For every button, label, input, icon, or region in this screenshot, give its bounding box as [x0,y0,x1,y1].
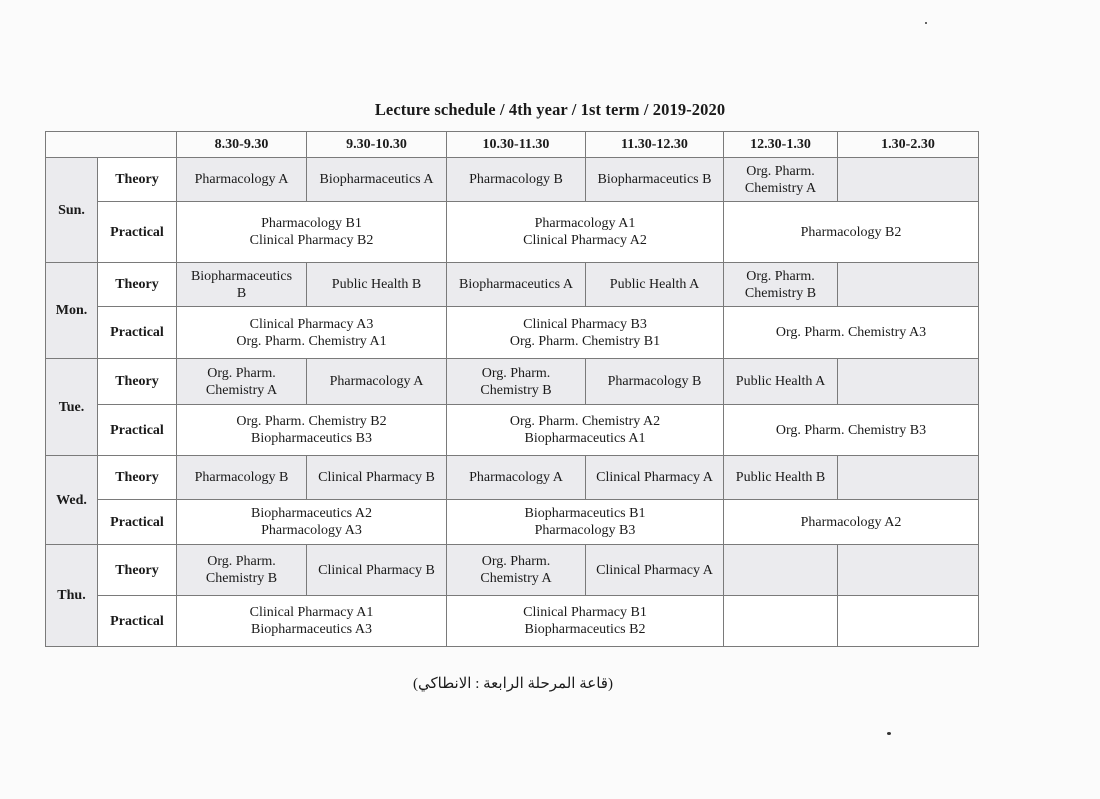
time-header: 10.30-11.30 [447,132,586,158]
page-title: Lecture schedule / 4th year / 1st term / 2019-2020 [374,100,726,119]
time-header: 12.30-1.30 [724,132,838,158]
row-type-label: Theory [98,545,177,596]
practical-cell [447,405,724,456]
cell-text: Public Health A [735,374,826,389]
theory-cell [307,359,447,405]
theory-cell [447,456,586,500]
practical-row [46,202,979,263]
day-label: Thu. [46,545,98,647]
cell-text: Org. Pharm. [207,554,276,569]
cell-text: Public Health A [609,277,700,292]
cell-text: Chemistry A [205,382,278,398]
cell-text: Pharmacology A [194,172,289,187]
time-header: 8.30-9.30 [177,132,307,158]
cell-text: Pharmacology B [607,374,702,389]
cell-text: Chemistry B [480,382,552,398]
cell-text: Pharmacology B [194,470,289,485]
cell-text: Org. Pharm. Chemistry A3 [775,325,927,340]
cell-text: Chemistry B [205,571,278,586]
theory-cell [838,545,979,596]
practical-cell [838,596,979,647]
scan-speck [887,732,891,735]
cell-text: Clinical Pharmacy B3 [523,316,647,332]
theory-cell [724,456,838,500]
cell-text: Clinical Pharmacy A [596,470,713,485]
cell-text: Chemistry B [744,285,817,301]
practical-cell [724,202,979,263]
row-type-label: Practical [98,307,177,359]
cell-text: Clinical Pharmacy A [596,562,713,578]
theory-cell [838,158,979,202]
scan-speck [925,22,927,24]
row-type-label: Theory [98,263,177,307]
header-corner-cell [46,132,177,158]
row-type-label: Practical [98,405,177,456]
cell-text: Biopharmaceutics B [597,172,712,187]
cell-text: Biopharmaceutics [190,268,293,284]
theory-cell [447,263,586,307]
cell-text: Org. Pharm. Chemistry A2 [509,414,661,429]
cell-text: Clinical Pharmacy B [318,562,435,578]
cell-text: Chemistry A [480,571,552,586]
cell-text: Pharmacology A2 [800,514,902,530]
cell-text: Biopharmaceutics A2 [251,506,372,521]
time-header: 9.30-10.30 [307,132,447,158]
row-type-label: Theory [98,158,177,202]
practical-cell [447,202,724,263]
cell-text: Pharmacology B [469,172,563,187]
cell-text: Pharmacology A [329,374,424,389]
cell-text: Clinical Pharmacy B [318,470,435,485]
cell-text: Pharmacology B3 [534,523,636,538]
row-type-label: Theory [98,456,177,500]
theory-cell [586,545,724,596]
theory-row [46,158,979,202]
cell-text: Biopharmaceutics A1 [524,431,646,446]
practical-row [46,596,979,647]
theory-cell [724,158,838,202]
practical-cell [447,596,724,647]
cell-text: Biopharmaceutics A3 [251,622,372,637]
cell-text: Org. Pharm. [207,365,276,381]
practical-cell [177,405,447,456]
cell-text: Org. Pharm. [746,163,815,179]
cell-text: Biopharmaceutics B2 [524,622,646,637]
cell-text: Org. Pharm. [481,365,551,381]
theory-cell [177,158,307,202]
cell-text: Pharmacology B2 [800,224,902,240]
cell-text: Pharmacology A3 [261,523,362,538]
theory-cell [307,545,447,596]
practical-cell [724,405,979,456]
theory-cell [586,263,724,307]
time-header: 11.30-12.30 [586,132,724,158]
theory-cell [307,456,447,500]
practical-cell [724,307,979,359]
hall-footnote: (قاعة المرحلة الرابعة : الانطاكي) [413,676,613,692]
practical-cell [177,202,447,263]
row-type-label: Practical [98,596,177,647]
theory-cell [447,158,586,202]
theory-cell [586,359,724,405]
day-label: Tue. [46,359,98,456]
cell-text: Org. Pharm. [481,554,551,569]
theory-row [46,456,979,500]
practical-row [46,307,979,359]
theory-cell [724,263,838,307]
day-label: Mon. [46,263,98,359]
row-type-label: Theory [98,359,177,405]
cell-text: Org. Pharm. Chemistry B3 [775,422,927,438]
day-label: Sun. [46,158,98,263]
theory-cell [177,545,307,596]
theory-cell [724,359,838,405]
cell-text: Org. Pharm. [746,268,815,284]
theory-cell [838,456,979,500]
theory-cell [838,263,979,307]
cell-text: Pharmacology A [469,470,563,485]
theory-row [46,359,979,405]
theory-cell [307,263,447,307]
cell-text: Biopharmaceutics B1 [524,506,646,521]
schedule-table [45,131,979,647]
cell-text: Org. Pharm. Chemistry B1 [509,333,661,349]
theory-cell [177,456,307,500]
cell-text: Clinical Pharmacy A1 [249,605,374,620]
theory-cell [724,545,838,596]
practical-cell [447,307,724,359]
theory-cell [177,359,307,405]
row-type-label: Practical [98,202,177,263]
cell-text: Pharmacology B1 [261,216,362,231]
cell-text: Clinical Pharmacy A2 [523,233,647,248]
theory-row [46,545,979,596]
cell-text: Org. Pharm. Chemistry B2 [236,414,387,429]
theory-cell [307,158,447,202]
cell-text: B [236,285,247,301]
practical-row [46,500,979,545]
practical-cell [447,500,724,545]
header-row [46,132,979,158]
row-type-label: Practical [98,500,177,545]
cell-text: Biopharmaceutics A [319,172,434,187]
cell-text: Chemistry A [744,180,817,196]
theory-cell [447,545,586,596]
practical-cell [177,500,447,545]
cell-text: Clinical Pharmacy B2 [249,233,374,248]
cell-text: Clinical Pharmacy B1 [523,605,647,620]
theory-cell [586,456,724,500]
time-header: 1.30-2.30 [838,132,979,158]
practical-row [46,405,979,456]
cell-text: Biopharmaceutics B3 [251,431,372,446]
theory-cell [447,359,586,405]
cell-text: Public Health B [735,470,826,485]
cell-text: Pharmacology A1 [534,216,636,231]
theory-row [46,263,979,307]
cell-text: Clinical Pharmacy A3 [249,316,374,332]
day-label: Wed. [46,456,98,545]
theory-cell [177,263,307,307]
cell-text: Public Health B [331,277,422,292]
theory-cell [586,158,724,202]
cell-text: Org. Pharm. Chemistry A1 [236,333,387,349]
practical-cell [724,500,979,545]
practical-cell [177,596,447,647]
cell-text: Biopharmaceutics A [459,277,573,292]
practical-cell [724,596,838,647]
practical-cell [177,307,447,359]
theory-cell [838,359,979,405]
